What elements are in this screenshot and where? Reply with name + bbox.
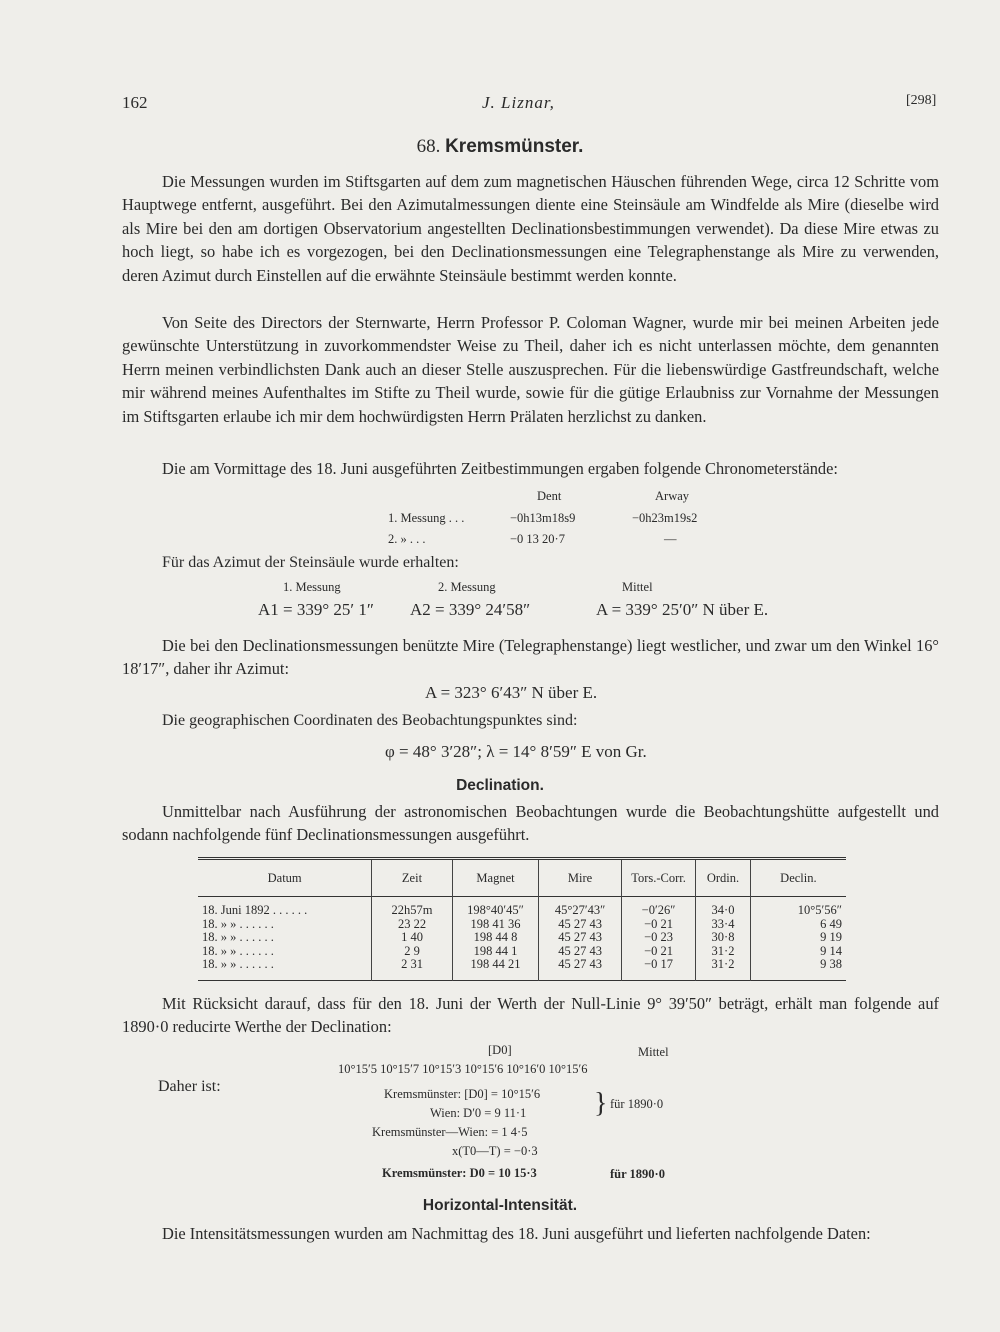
col-zeit: Zeit: [372, 859, 452, 897]
chrono-row1-dent: −0h13m18s9: [510, 511, 576, 525]
azimut-value-2: A2 = 339° 24′58″: [410, 600, 531, 619]
col-tors-corr: Tors.-Corr.: [621, 859, 695, 897]
station-name: Kremsmünster.: [445, 136, 584, 157]
station-number: 68.: [416, 136, 441, 157]
table-header-row: [198, 859, 846, 897]
chrono-header-arway: Arway: [655, 489, 690, 503]
page-reference: [298]: [906, 93, 937, 108]
paragraph-null-line: Mit Rücksicht darauf, dass für den 18. Juni der Werth der Null-Linie 9° 39′50″ beträgt, erhält man folgende auf 1890·0 reducirte Werthe der Declination:: [122, 994, 939, 1037]
col-ordin: Ordin.: [696, 859, 751, 897]
chrono-header-dent: Dent: [537, 489, 562, 503]
calc-final-value: Kremsmünster: D0 = 10 15·3: [382, 1166, 537, 1180]
section-horizontal-intensity: Horizontal-Intensität.: [422, 1197, 578, 1214]
station-title: [0, 136, 1000, 158]
section-declination: Declination.: [456, 777, 544, 794]
reduced-header-d0: [D0]: [488, 1043, 512, 1057]
table-row: 18. Juni 1892 . . . . . . 22h57m 198°40′45″ 45°27′43″ −0′26″ 34·0 10°5′56″: [198, 897, 846, 918]
azimut-value-mean: A = 339° 25′0″ N über E.: [596, 600, 769, 619]
chrono-row2-arway: —: [664, 532, 677, 546]
page-number: 162: [122, 93, 148, 112]
col-declin: Declin.: [750, 859, 846, 897]
mire-azimut: A = 323° 6′43″ N über E.: [425, 683, 598, 702]
paragraph-mire: Die bei den Declinationsmessungen benützte Mire (Telegraphenstange) liegt westlicher, und zwar um den Winkel 16° 18′17″, daher ihr Azimut:: [122, 636, 939, 679]
calc-line-correction: x(T0—T) = −0·3: [452, 1144, 538, 1158]
azimut-header-3: Mittel: [622, 580, 653, 594]
calc-epoch: für 1890·0: [610, 1097, 664, 1111]
col-mire: Mire: [539, 859, 622, 897]
col-magnet: Magnet: [452, 859, 539, 897]
azimut-header-1: 1. Messung: [283, 580, 341, 594]
calc-final-epoch: für 1890·0: [610, 1167, 665, 1181]
daher-label: Daher ist:: [158, 1078, 221, 1095]
table-row: 18. » » . . . . . . 2 9 198 44 1 45 27 43 −0 21 31·2 9 14: [198, 945, 846, 959]
calc-line-difference: Kremsmünster—Wien: = 1 4·5: [372, 1125, 528, 1139]
geographic-coordinates: φ = 48° 3′28″; λ = 14° 8′59″ E von Gr.: [385, 742, 647, 761]
reduced-values: 10°15′5 10°15′7 10°15′3 10°15′6 10°16′0 10°15′6: [338, 1062, 588, 1076]
calc-line-wien: Wien: D′0 = 9 11·1: [430, 1106, 527, 1120]
calc-line-kremsmuenster: Kremsmünster: [D0] = 10°15′6: [384, 1087, 541, 1101]
chrono-row2-dent: −0 13 20·7: [510, 532, 565, 546]
paragraph-time-determination: Die am Vormittage des 18. Juni ausgeführten Zeitbestimmungen ergaben folgende Chronometerstände:: [162, 459, 838, 478]
azimut-header-2: 2. Messung: [438, 580, 496, 594]
declination-table: [198, 857, 846, 981]
running-head-author: J. Liznar,: [482, 93, 555, 112]
chrono-row2-label: 2. » . . .: [388, 532, 426, 546]
paragraph-horizontal-intensity: Die Intensitätsmessungen wurden am Nachmittag des 18. Juni ausgeführt und lieferten nachfolgende Daten:: [162, 1224, 871, 1243]
coordinates-intro: Die geographischen Coordinaten des Beobachtungspunktes sind:: [162, 712, 578, 729]
paragraph-declination-intro: Unmittelbar nach Ausführung der astronomischen Beobachtungen wurde die Beobachtungshütte aufgestellt und sodann nachfolgende fünf Declinationsmessungen ausgeführt.: [122, 802, 939, 845]
col-datum: Datum: [267, 870, 302, 885]
azimut-value-1: A1 = 339° 25′ 1″: [258, 600, 374, 619]
table-row: 18. » » . . . . . . 23 22 198 41 36 45 27 43 −0 21 33·4 6 49: [198, 918, 846, 932]
azimut-intro: Für das Azimut der Steinsäule wurde erhalten:: [162, 554, 459, 571]
paragraph-acknowledgement: Von Seite des Directors der Sternwarte, Herrn Professor P. Coloman Wagner, wurde mir bei meinen Arbeiten jede gewünschte Unterstützung in zuvorkommendster Weise zu Theil, daher ich es nicht unterlassen möchte, dem genannten Herrn meinen verbindlichsten Dank auch an dieser Stelle auszusprechen. Für die liebenswürdige Gastfreundschaft, welche mir während meines Aufenthaltes im Stifte zu Theil wurde, sowie für die gütige Erlaubniss zur Vornahme der Messungen im Stiftsgarten erlaube ich mir dem hochwürdigsten Herrn Prälaten herzlichst zu danken.: [122, 313, 939, 426]
chrono-row1-arway: −0h23m19s2: [632, 511, 698, 525]
brace: }: [594, 1088, 608, 1119]
chrono-row1-label: 1. Messung . . .: [388, 511, 465, 525]
table-row: 18. » » . . . . . . 1 40 198 44 8 45 27 43 −0 23 30·8 9 19: [198, 931, 846, 945]
table-row: 18. » » . . . . . . 2 31 198 44 21 45 27 43 −0 17 31·2 9 38: [198, 958, 846, 980]
paragraph-measurements: Die Messungen wurden im Stiftsgarten auf dem zum magnetischen Häuschen führenden Wege, circa 12 Schritte vom Hauptwege entfernt, ausgeführt. Bei den Azimutalmessungen diente eine Steinsäule am Windfelde als Mire (dieselbe wird als Mire bei den am dortigen Observatorium angestellten Declinationsbestimmungen verwendet). Da diese Mire etwas zu hoch liegt, so habe ich es vorgezogen, bei den Declinationsmessungen eine Telegraphenstange als Mire zu verwenden, deren Azimut durch Einstellen auf die erwähnte Steinsäule bestimmt werden konnte.: [122, 172, 939, 285]
reduced-header-mittel: Mittel: [638, 1045, 669, 1059]
